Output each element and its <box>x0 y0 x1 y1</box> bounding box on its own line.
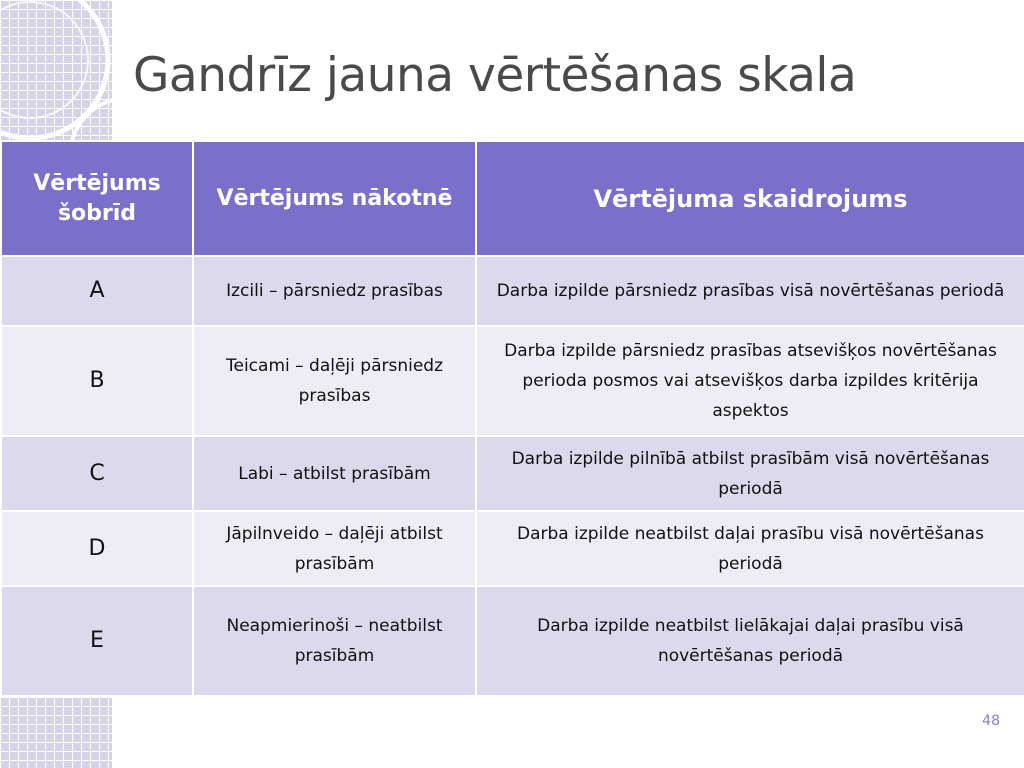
current-grade-cell: D <box>1 511 193 586</box>
explanation-cell: Darba izpilde pārsniedz prasības atsevišķos novērtēšanas perioda posmos vai atsevišķos darba izpildes kritērija aspektos <box>476 326 1024 436</box>
slide-title: Gandrīz jauna vērtēšanas skala <box>133 48 857 103</box>
future-grade-cell: Teicami – daļēji pārsniedz prasības <box>193 326 476 436</box>
current-grade-cell: E <box>1 586 193 696</box>
table-row <box>1 586 1024 696</box>
table-header-row <box>1 141 1024 256</box>
header-future-grade: Vērtējums nākotnē <box>193 141 476 256</box>
explanation-cell: Darba izpilde neatbilst lielākajai daļai prasību visā novērtēšanas periodā <box>476 586 1024 696</box>
header-grade-explanation: Vērtējuma skaidrojums <box>476 141 1024 256</box>
decorative-grid-bottom <box>0 697 112 768</box>
future-grade-cell: Neapmierinoši – neatbilst prasībām <box>193 586 476 696</box>
explanation-cell: Darba izpilde neatbilst daļai prasību visā novērtēšanas periodā <box>476 511 1024 586</box>
table-row <box>1 256 1024 326</box>
grading-scale-table <box>0 140 1024 697</box>
future-grade-cell: Jāpilnveido – daļēji atbilst prasībām <box>193 511 476 586</box>
future-grade-cell: Izcili – pārsniedz prasības <box>193 256 476 326</box>
current-grade-cell: B <box>1 326 193 436</box>
future-grade-cell: Labi – atbilst prasībām <box>193 436 476 511</box>
current-grade-cell: A <box>1 256 193 326</box>
table-row <box>1 511 1024 586</box>
table-row <box>1 436 1024 511</box>
header-current-grade: Vērtējums šobrīd <box>1 141 193 256</box>
explanation-cell: Darba izpilde pārsniedz prasības visā novērtēšanas periodā <box>476 256 1024 326</box>
current-grade-cell: C <box>1 436 193 511</box>
page-number: 48 <box>982 713 1000 729</box>
table-row <box>1 326 1024 436</box>
explanation-cell: Darba izpilde pilnībā atbilst prasībām visā novērtēšanas periodā <box>476 436 1024 511</box>
